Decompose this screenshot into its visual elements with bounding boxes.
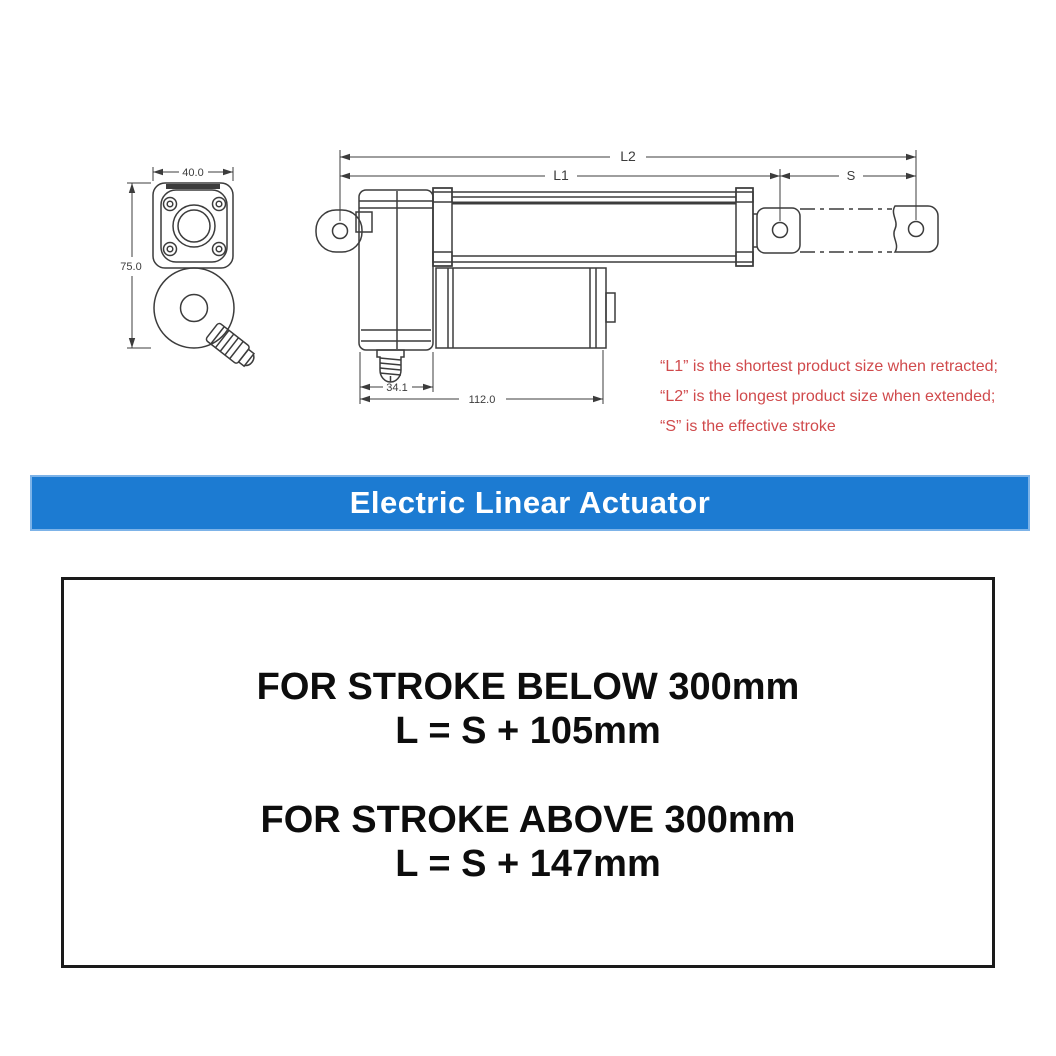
dimension-notes: [660, 352, 1056, 442]
dim-label-40: 40.0: [182, 167, 204, 179]
product-title-banner: [30, 475, 1030, 531]
formula-block-above-300: [64, 798, 992, 886]
outer-tube: [433, 188, 753, 266]
dim-label-s: S: [846, 168, 856, 183]
cable-connector-icon: [205, 322, 259, 371]
formula-text: L = S + 105mm: [395, 710, 661, 752]
dim-label-75: 75.0: [120, 261, 142, 273]
note-s: “S” is the effective stroke: [660, 418, 836, 435]
motor-housing: [436, 268, 615, 348]
rear-clevis: [316, 210, 362, 252]
note-l1: “L1” is the shortest product size when retracted;: [660, 358, 998, 375]
product-title: Electric Linear Actuator: [349, 485, 711, 520]
note-l2: “L2” is the longest product size when extended;: [660, 388, 996, 405]
formula-heading: FOR STROKE ABOVE 300mm: [260, 799, 796, 841]
formula-box: [61, 577, 995, 968]
motor-end-circle: [154, 268, 234, 348]
formula-heading: FOR STROKE BELOW 300mm: [256, 666, 800, 708]
rod-end-retracted: [753, 208, 800, 253]
dim-label-112: 112.0: [468, 394, 496, 406]
formula-block-below-300: [64, 665, 992, 753]
formula-spacer: [64, 753, 992, 798]
dim-label-l1: L1: [553, 167, 569, 183]
adjuster-screw: [377, 350, 404, 382]
formula-text: L = S + 147mm: [395, 843, 661, 885]
dim-label-34: 34.1: [386, 382, 408, 394]
dim-label-l2: L2: [620, 148, 636, 164]
gearbox-housing: [359, 190, 433, 350]
side-view: [153, 183, 259, 371]
